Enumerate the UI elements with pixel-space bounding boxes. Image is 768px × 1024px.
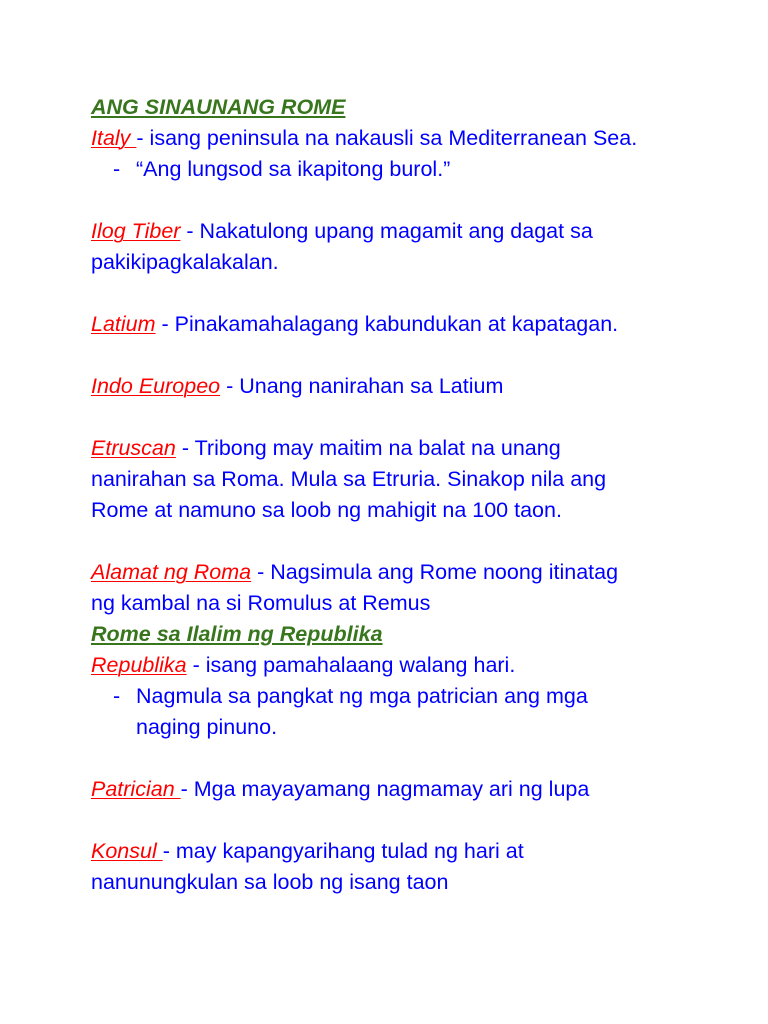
entry-republika [91,650,731,681]
term-indo-europeo: Indo Europeo [91,374,221,398]
bullet-dash: - [113,157,121,181]
def-alamat-line2: ng kambal na si Romulus at Remus [91,591,431,615]
spacer [91,743,731,774]
spacer [91,185,731,216]
spacer [91,402,731,433]
entry-alamat-cont [91,588,731,619]
document-title: ANG SINAUNANG ROME [91,95,346,119]
subheading-line [91,619,731,650]
entry-patrician [91,774,731,805]
def-indo-europeo: - Unang nanirahan sa Latium [220,374,504,398]
bullet-text-republika-line2: naging pinuno. [136,715,278,739]
entry-konsul-cont [91,867,731,898]
entry-tiber [91,216,731,247]
bullet-indent [113,712,136,743]
bullet-dash: - [113,684,121,708]
def-etruscan-line1: - Tribong may maitim na balat na unang [175,436,561,460]
def-etruscan-line3: Rome at namuno sa loob ng mahigit na 100 taon. [91,498,562,522]
def-italy: - isang peninsula na nakausli sa Mediterranean Sea. [136,126,638,150]
entry-etruscan [91,433,731,464]
def-tiber-line2: pakikipagkalakalan. [91,250,279,274]
def-latium: - Pinakamahalagang kabundukan at kapatagan. [155,312,619,336]
bullet-republika [91,681,731,712]
bullet-text-italy: “Ang lungsod sa ikapitong burol.” [136,157,451,181]
spacer [91,526,731,557]
entry-alamat [91,557,731,588]
def-konsul-line1: - may kapangyarihang tulad ng hari at [162,839,524,863]
subheading: Rome sa Ilalim ng Republika [91,622,383,646]
def-konsul-line2: nanunungkulan sa loob ng isang taon [91,870,449,894]
entry-italy [91,123,731,154]
def-patrician: - Mga mayayamang nagmamay ari ng lupa [180,777,590,801]
bullet-italy [91,154,731,185]
spacer [91,340,731,371]
def-republika: - isang pamahalaang walang hari. [186,653,516,677]
entry-etruscan-cont [91,495,731,526]
entry-latium [91,309,731,340]
bullet-text-republika-line1: Nagmula sa pangkat ng mga patrician ang mga [136,684,588,708]
term-republika: Republika [91,653,187,677]
term-tiber: Ilog Tiber [91,219,181,243]
def-etruscan-line2: nanirahan sa Roma. Mula sa Etruria. Sinakop nila ang [91,467,607,491]
spacer [91,805,731,836]
entry-etruscan-cont [91,464,731,495]
title-line [91,92,731,123]
entry-konsul [91,836,731,867]
bullet-republika-cont [91,712,731,743]
term-latium: Latium [91,312,156,336]
def-alamat-line1: - Nagsimula ang Rome noong itinatag [251,560,619,584]
def-tiber-line1: - Nakatulong upang magamit ang dagat sa [180,219,593,243]
term-alamat: Alamat ng Roma [91,560,252,584]
term-konsul: Konsul [91,839,163,863]
term-italy: Italy [91,126,137,150]
document-page [91,92,731,898]
entry-indo-europeo [91,371,731,402]
entry-tiber-cont [91,247,731,278]
term-etruscan: Etruscan [91,436,176,460]
spacer [91,278,731,309]
term-patrician: Patrician [91,777,181,801]
